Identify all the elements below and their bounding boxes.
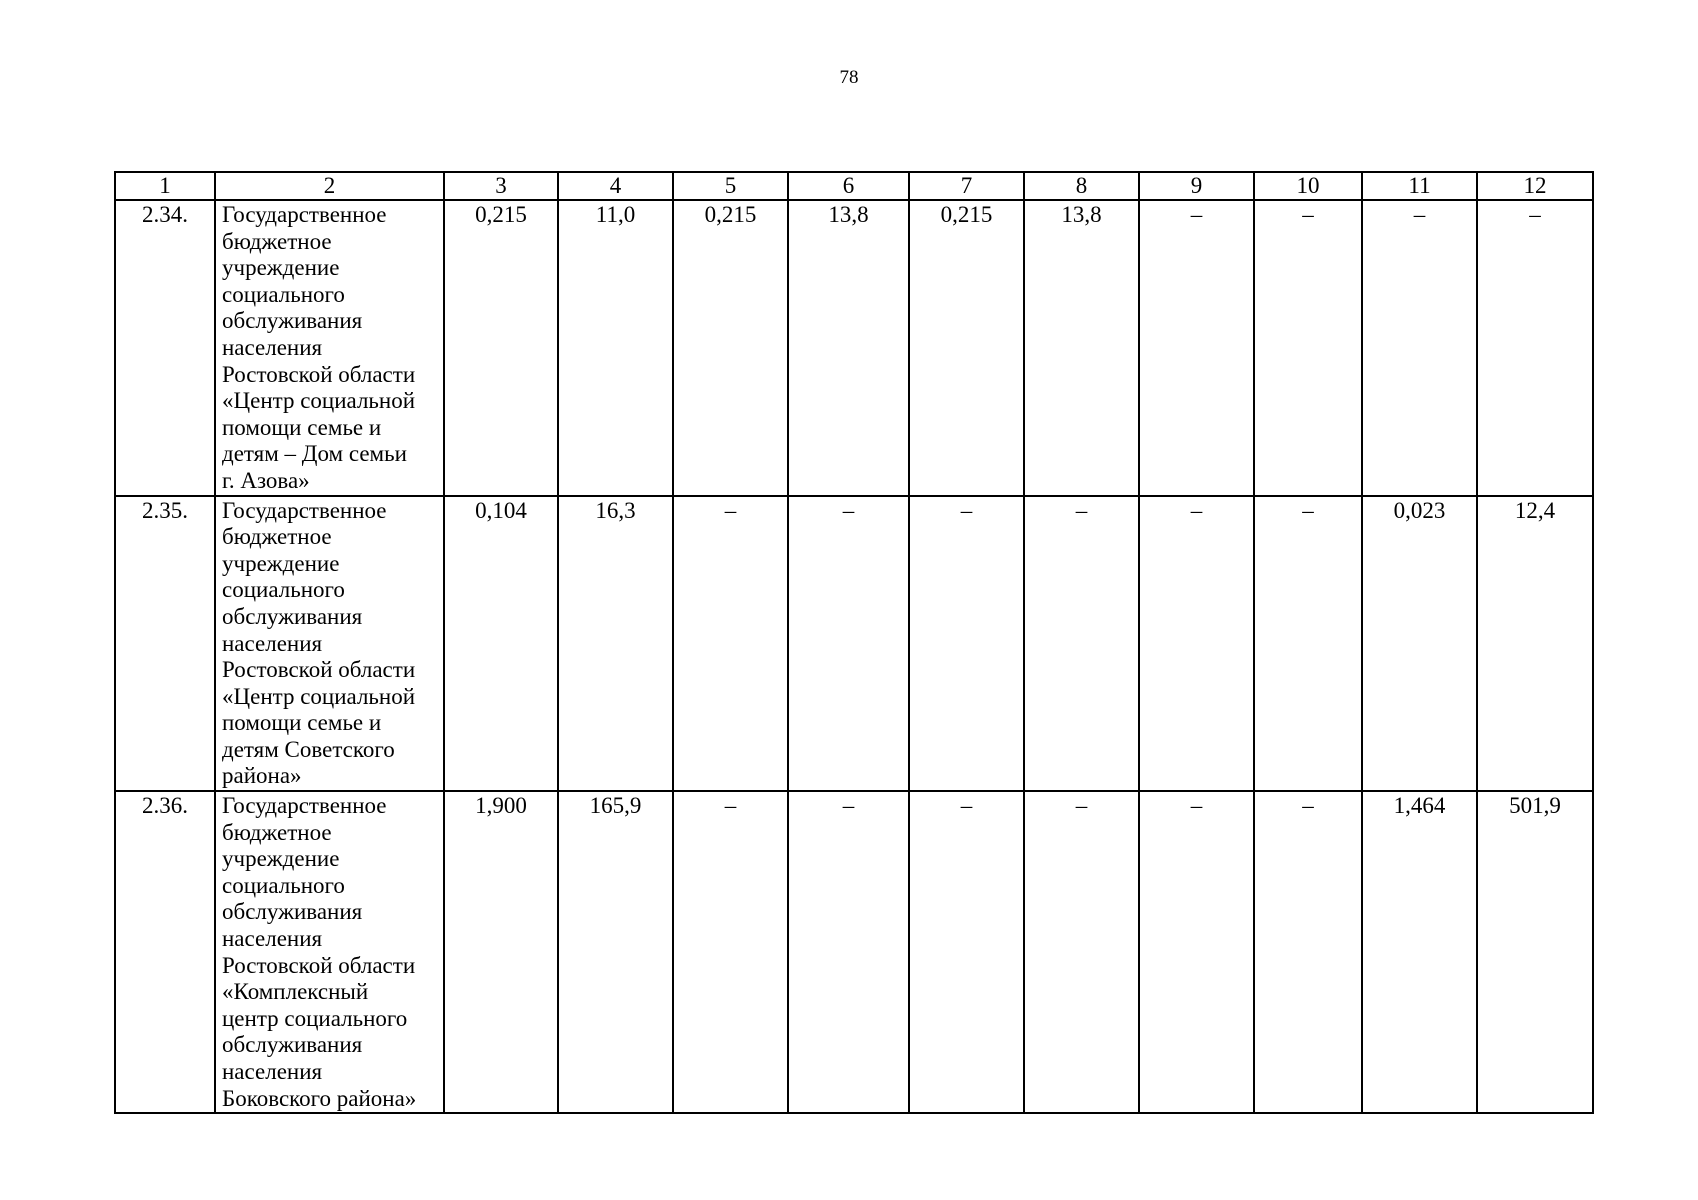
name-line: Ростовской области [222, 361, 416, 387]
header-cell-9: 9 [1139, 172, 1254, 200]
value-cell-col7: – [909, 791, 1024, 1113]
value-cell-col5: – [673, 496, 788, 792]
header-cell-3: 3 [444, 172, 558, 200]
name-line: социального [222, 281, 345, 307]
value-cell-col3: 0,215 [444, 200, 558, 496]
value-cell-col8: – [1024, 496, 1139, 792]
header-cell-5: 5 [673, 172, 788, 200]
header-cell-10: 10 [1254, 172, 1362, 200]
page-number: 78 [839, 67, 859, 88]
value-cell-col6: 13,8 [788, 200, 909, 496]
name-line: Государственное [222, 793, 387, 819]
value-cell-col8: 13,8 [1024, 200, 1139, 496]
value-cell-col8: – [1024, 791, 1139, 1113]
value-cell-col5: 0,215 [673, 200, 788, 496]
value-cell-col11: – [1362, 200, 1477, 496]
value-cell-col9: – [1139, 200, 1254, 496]
value-cell-col6: – [788, 791, 909, 1113]
value-cell-col10: – [1254, 496, 1362, 792]
name-line: бюджетное [222, 228, 332, 254]
name-line: населения [222, 926, 323, 952]
name-line: бюджетное [222, 819, 332, 845]
name-line: учреждение [222, 255, 340, 281]
value-cell-col7: 0,215 [909, 200, 1024, 496]
header-row [115, 172, 1593, 200]
name-line: населения [222, 334, 323, 360]
name-line: обслуживания [222, 603, 363, 629]
name-line: учреждение [222, 550, 340, 576]
header-cell-6: 6 [788, 172, 909, 200]
value-cell-col10: – [1254, 791, 1362, 1113]
name-line: помощи семье и [222, 710, 382, 736]
table-row [115, 791, 1593, 1113]
name-line: «Центр социальной [222, 683, 416, 709]
name-line: Ростовской области [222, 657, 416, 683]
name-line: населения [222, 1059, 323, 1084]
table-row [115, 496, 1593, 792]
header-cell-11: 11 [1362, 172, 1477, 200]
value-cell-col6: – [788, 496, 909, 792]
header-cell-2: 2 [215, 172, 444, 200]
value-cell-col12: 12,4 [1477, 496, 1593, 792]
institution-name [215, 791, 444, 1113]
name-line: района» [222, 763, 302, 789]
header-cell-7: 7 [909, 172, 1024, 200]
value-cell-col11: 0,023 [1362, 496, 1477, 792]
name-line: социального [222, 872, 345, 898]
value-cell-col4: 16,3 [558, 496, 673, 792]
name-line: Государственное [222, 497, 387, 523]
name-line: помощи семье и [222, 414, 382, 440]
name-line: социального [222, 577, 345, 603]
value-cell-col12: 501,9 [1477, 791, 1593, 1113]
name-line: центр социального [222, 1005, 408, 1031]
value-cell-col3: 0,104 [444, 496, 558, 792]
name-line: детям Советского [222, 736, 395, 762]
header-cell-4: 4 [558, 172, 673, 200]
value-cell-col9: – [1139, 496, 1254, 792]
name-line: Государственное [222, 202, 387, 227]
row-number: 2.36. [115, 791, 215, 1113]
value-cell-col3: 1,900 [444, 791, 558, 1113]
value-cell-col5: – [673, 791, 788, 1113]
name-line: Ростовской области [222, 952, 416, 978]
row-number: 2.34. [115, 200, 215, 496]
data-table [114, 171, 1594, 1114]
name-line: Боковского района» [222, 1085, 417, 1111]
value-cell-col7: – [909, 496, 1024, 792]
name-line: учреждение [222, 846, 340, 872]
name-line: г. Азова» [222, 467, 310, 493]
value-cell-col9: – [1139, 791, 1254, 1113]
name-line: населения [222, 630, 323, 656]
name-line: обслуживания [222, 308, 363, 334]
name-line: обслуживания [222, 899, 363, 925]
name-line: обслуживания [222, 1032, 363, 1058]
institution-name [215, 200, 444, 496]
name-line: «Центр социальной [222, 388, 416, 414]
table-row [115, 200, 1593, 496]
name-line: бюджетное [222, 524, 332, 550]
value-cell-col12: – [1477, 200, 1593, 496]
institution-name [215, 496, 444, 792]
value-cell-col4: 165,9 [558, 791, 673, 1113]
header-cell-12: 12 [1477, 172, 1593, 200]
name-line: детям – Дом семьи [222, 441, 407, 467]
value-cell-col10: – [1254, 200, 1362, 496]
name-line: «Комплексный [222, 979, 369, 1005]
value-cell-col4: 11,0 [558, 200, 673, 496]
value-cell-col11: 1,464 [1362, 791, 1477, 1113]
header-cell-8: 8 [1024, 172, 1139, 200]
header-cell-1: 1 [115, 172, 215, 200]
row-number: 2.35. [115, 496, 215, 792]
